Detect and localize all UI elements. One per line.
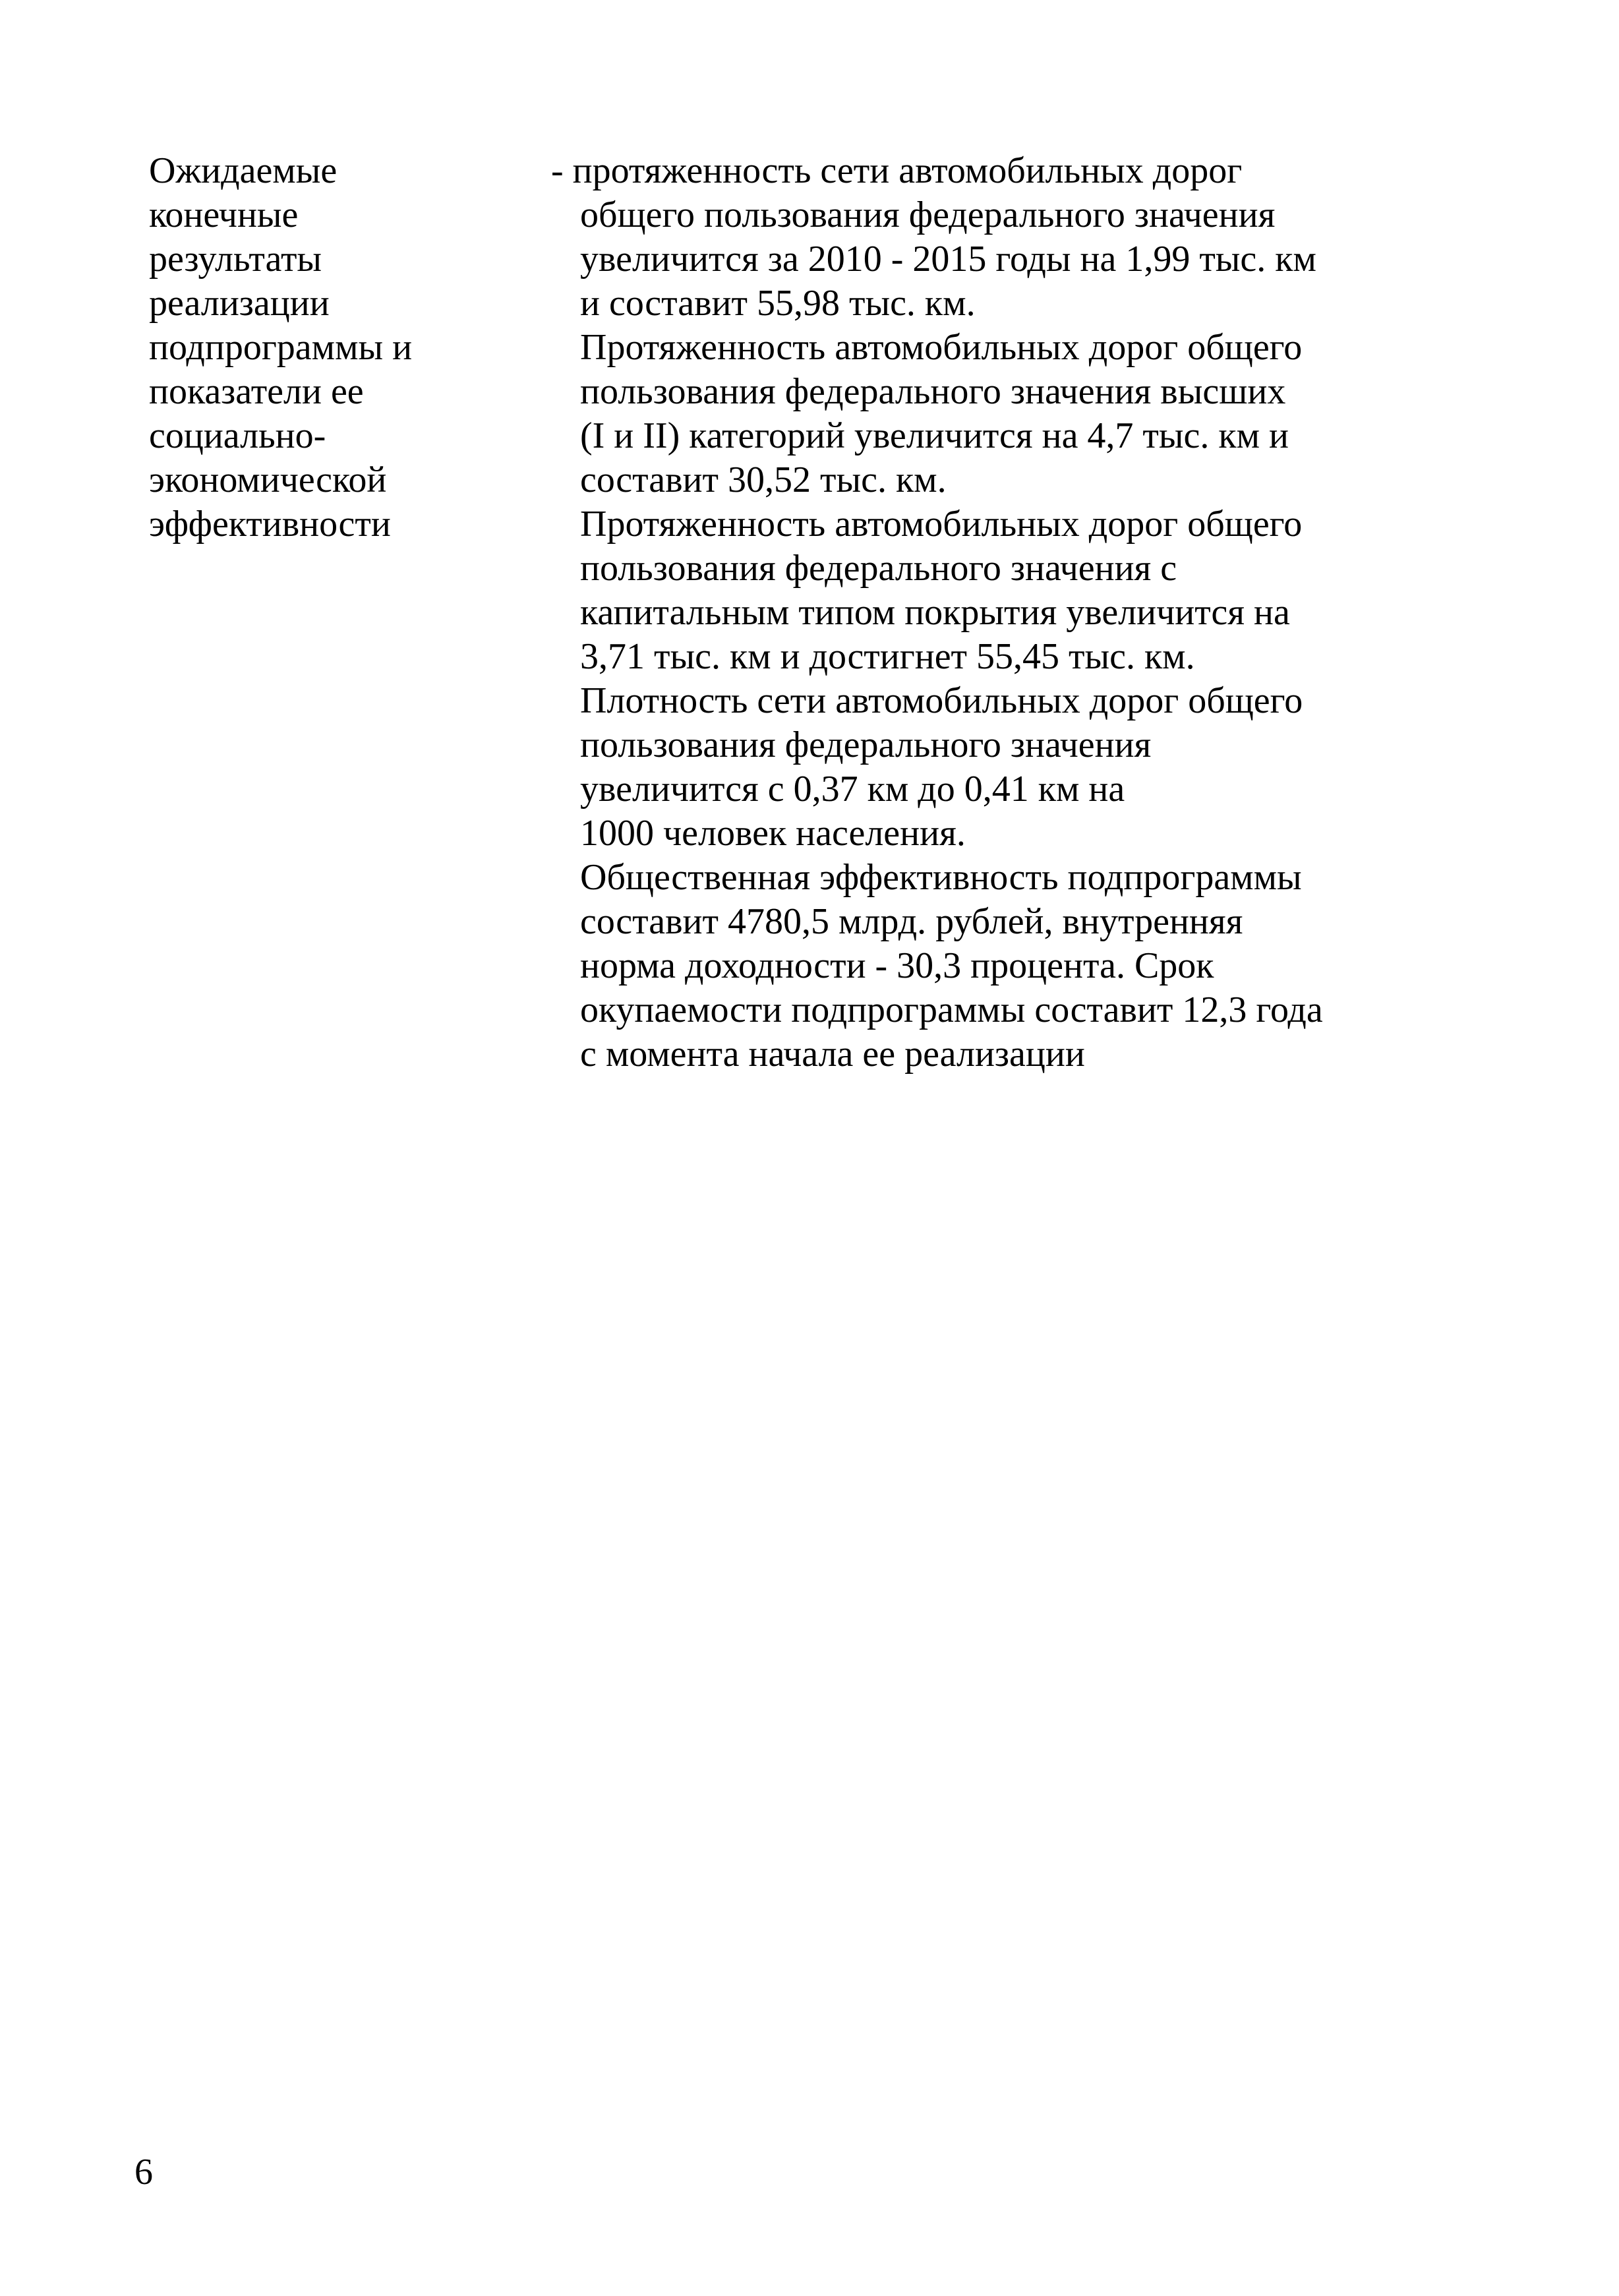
results-text-line: Протяженность автомобильных дорог общего bbox=[580, 504, 1303, 545]
results-text-line: 3,71 тыс. км и достигнет 55,45 тыс. км. bbox=[580, 636, 1195, 677]
results-label-line: результаты bbox=[149, 239, 322, 280]
results-label-line: социально- bbox=[149, 415, 326, 456]
results-label-line: конечные bbox=[149, 194, 299, 235]
results-text-line: пользования федерального значения с bbox=[580, 548, 1177, 589]
results-text-line: 1000 человек населения. bbox=[580, 813, 966, 854]
page-number: 6 bbox=[134, 2152, 153, 2193]
results-text-line: Протяженность автомобильных дорог общего bbox=[580, 327, 1303, 368]
results-text-line: Общественная эффективность подпрограммы bbox=[580, 857, 1302, 898]
results-text-line: (I и II) категорий увеличится на 4,7 тыс. км и bbox=[580, 415, 1289, 456]
results-text-line: увеличится за 2010 - 2015 годы на 1,99 тыс. км bbox=[580, 239, 1316, 280]
results-text-line: с момента начала ее реализации bbox=[580, 1034, 1085, 1074]
results-label-line: экономической bbox=[149, 459, 387, 500]
results-label-line: подпрограммы и bbox=[149, 327, 413, 368]
results-label-line: эффективности bbox=[149, 504, 391, 545]
results-text-line: пользования федерального значения высших bbox=[580, 371, 1286, 412]
results-label-line: Ожидаемые bbox=[149, 150, 338, 191]
results-text-line: и составит 55,98 тыс. км. bbox=[580, 283, 976, 324]
results-label-line: показатели ее bbox=[149, 371, 364, 412]
results-text-line: капитальным типом покрытия увеличится на bbox=[580, 592, 1290, 633]
results-text-line: увеличится с 0,37 км до 0,41 км на bbox=[580, 769, 1125, 809]
results-label-line: реализации bbox=[149, 283, 330, 324]
results-text-line: пользования федерального значения bbox=[580, 724, 1152, 765]
results-text-line: составит 30,52 тыс. км. bbox=[580, 459, 947, 500]
results-text-line: норма доходности - 30,3 процента. Срок bbox=[580, 945, 1214, 986]
results-text-line: составит 4780,5 млрд. рублей, внутренняя bbox=[580, 901, 1243, 942]
results-text-line: - протяженность сети автомобильных дорог bbox=[551, 150, 1243, 191]
results-text-line: общего пользования федерального значения bbox=[580, 194, 1276, 235]
results-text-line: Плотность сети автомобильных дорог общего bbox=[580, 680, 1303, 721]
results-text-line: окупаемости подпрограммы составит 12,3 года bbox=[580, 989, 1323, 1030]
